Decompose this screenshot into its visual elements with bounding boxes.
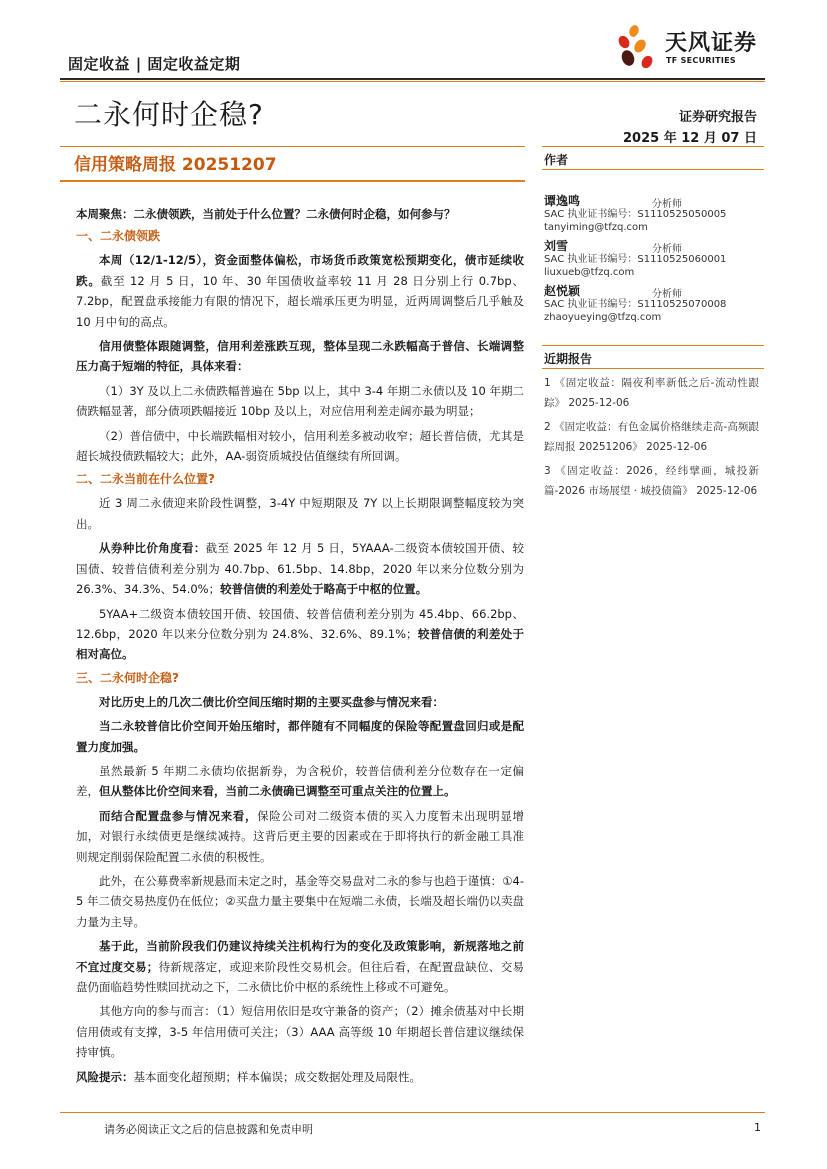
- section-heading-3: 三、二永何时企稳?: [76, 670, 179, 685]
- paragraph: （1）3Y 及以上二永债跌幅普遍在 5bp 以上，其中 3-4 年期二永债以及 10 年期二债跌幅显著，部分债项跌幅接近 10bp 及以上，对应信用利差走阔亦最为明显；: [76, 383, 524, 419]
- footer-divider: [60, 1112, 765, 1113]
- report-body: [76, 204, 524, 1091]
- subtitle-divider-bottom: [60, 180, 525, 182]
- risk-warning: [76, 1067, 524, 1087]
- related-reports-list: [544, 373, 759, 505]
- related-divider-bottom: [542, 368, 764, 369]
- paragraph-bold: 当二永较普信比价空间开始压缩时，都伴随有不同幅度的保险等配置盘回归或是配置力度加强。: [76, 719, 524, 754]
- footer-disclaimer[interactable]: 请务必阅读正文之后的信息披露和免责申明: [104, 1123, 313, 1136]
- header-divider-accent: [60, 81, 765, 82]
- paragraph: [76, 250, 524, 332]
- paragraph: [76, 538, 524, 599]
- report-category: 固定收益 | 固定收益定期: [68, 55, 241, 73]
- paragraph: [76, 692, 524, 712]
- authors-heading: 作者: [544, 153, 569, 167]
- related-report-item[interactable]: 2 《固定收益：有色金属价格继续走高-高频跟踪周报 20251206》 2025-12-06: [544, 421, 759, 453]
- paragraph-text: 截至 2025 年 12 月 5 日，5YAAA-二级资本债较国开债、较国债、较普信债利差分别为 40.7bp、61.5bp、14.8bp，2020 年以来分位数分别为 26.3%、34.3%、54.0%；: [76, 541, 525, 597]
- paragraph-text: 截至 12 月 5 日，10 年、30 年国债收益率较 11 月 28 日分别上行 0.7bp、7.2bp，配置盘承接能力有限的情况下，超长端承压更为明显，近两周调整后几乎触及 10 月中旬的高点。: [76, 273, 524, 329]
- authors-divider-bottom: [542, 169, 764, 170]
- author-name: 刘雪: [544, 239, 569, 253]
- report-subtitle: 信用策略周报 20251207: [74, 155, 277, 175]
- author-name: 赵悦颖: [544, 284, 581, 298]
- paragraph: 此外，在公募费率新规悬而未定之时，基金等交易盘对二永的参与也趋于谨慎：①4-5 年二债交易热度仍在低位；②买盘力量主要集中在短端二永债，长端及超长端仍以卖盘力量为主导。: [76, 873, 524, 929]
- report-type: 证券研究报告: [678, 110, 757, 125]
- paragraph-bold: 较普信债的利差处于略高于中枢的位置。: [220, 582, 428, 597]
- author-name: 谭逸鸣: [544, 194, 581, 208]
- paragraph: [76, 604, 524, 665]
- paragraph-bold: 较普信债的利差处于相对高位。: [76, 626, 524, 662]
- paragraph: 其他方向的参与而言：（1）短信用依旧是攻守兼备的资产；（2）摊余债基对中长期信用债或有支撑，3-5 年信用债可关注；（3）AAA 高等级 10 年期超长普信建议继续保持审慎。: [76, 1004, 524, 1060]
- author-role: 分析师: [652, 199, 682, 210]
- section-heading-2: 二、二永当前在什么位置?: [76, 472, 215, 487]
- author-cert: SAC 执业证书编号：S1110525060001: [544, 254, 727, 265]
- paragraph-bold: 但从整体比价空间来看，当前二永债确已调整至可重点关注的位置上。: [99, 784, 456, 799]
- paragraph: 近 3 周二永债迎来阶段性调整，3-4Y 中短期限及 7Y 以上长期限调整幅度较为突出。: [76, 496, 524, 531]
- paragraph-text: 虽然最新 5 年期二永债均依据新券，为含税价，较普信债利差分位数存在一定偏差，: [76, 763, 524, 799]
- paragraph-text: 待新规落定，或迎来阶段性交易机会。但往后看，在配置盘缺位、交易盘仍面临趋势性赎回扰动之下，二永债比价中枢的系统性上移或不可避免。: [76, 959, 525, 994]
- authors-divider-top: [542, 146, 764, 147]
- paragraph-bold: 信用债整体跟随调整，信用利差涨跌互现，整体呈现二永跌幅高于普信、长端调整压力高于短端的特征，具体来看：: [76, 339, 524, 374]
- paragraph-text: 5YAA+二级资本债较国开债、较国债、较普信债利差分别为 45.4bp、66.2bp、12.6bp，2020 年以来分位数分别为 24.8%、32.6%、89.1%；: [76, 606, 524, 641]
- section-heading-1: 一、二永债领跌: [76, 229, 161, 244]
- paragraph-bold: 本周（12/1-12/5），资金面整体偏松，市场货币政策宽松预期变化，债市延续收跌。: [76, 253, 524, 288]
- header-divider: [60, 78, 765, 80]
- weekly-focus: 本周聚焦：二永债领跌，当前处于什么位置？二永债何时企稳，如何参与？: [76, 207, 456, 221]
- paragraph: [76, 716, 524, 757]
- paragraph: [76, 761, 524, 802]
- author-block: [544, 240, 766, 279]
- paragraph: [76, 936, 524, 997]
- author-email[interactable]: liuxueb@tfzq.com: [544, 267, 635, 278]
- author-block: [544, 285, 766, 324]
- paragraph-text: 保险公司对二级资本债的买入力度暂未出现明显增加，对银行永续债更是继续减持。这背后更主要的因素或在于即将执行的新金融工具准则规定削弱保险配置二永债的积极性。: [76, 808, 525, 864]
- paragraph-bold: 而结合配置盘参与情况来看，: [99, 808, 258, 823]
- paragraph-bold: 基于此，当前阶段我们仍建议持续关注机构行为的变化及政策影响，新规落地之前不宜过度交易；: [76, 939, 524, 974]
- paragraph-bold: 对比历史上的几次二债比价空间压缩时期的主要买盘参与情况来看：: [99, 694, 444, 709]
- author-role: 分析师: [652, 289, 682, 300]
- related-heading: 近期报告: [544, 352, 593, 366]
- paragraph: [76, 336, 524, 377]
- report-title: 二永何时企稳?: [74, 98, 264, 131]
- risk-label: 风险提示：: [76, 1069, 134, 1084]
- author-block: [544, 195, 766, 234]
- related-divider-top: [542, 345, 764, 346]
- author-cert: SAC 执业证书编号：S1110525050005: [544, 209, 727, 220]
- author-cert: SAC 执业证书编号：S1110525070008: [544, 299, 727, 310]
- paragraph-bold: 从券种比价角度看：: [99, 541, 206, 556]
- report-date: 2025 年 12 月 07 日: [623, 131, 757, 146]
- page-number: 1: [754, 1121, 761, 1134]
- author-email[interactable]: tanyiming@tfzq.com: [544, 222, 648, 233]
- related-report-item[interactable]: 1 《固定收益：隔夜利率新低之后-流动性跟踪》 2025-12-06: [544, 377, 759, 409]
- paragraph: （2）普信债中，中长端跌幅相对较小，信用利差多被动收窄；超长普信债，尤其是超长城投债跌幅较大；此外，AA-弱资质城投估值继续有所回调。: [76, 428, 524, 464]
- logo-text-en: TF SECURITIES: [666, 56, 736, 65]
- subtitle-divider-top: [60, 146, 525, 147]
- author-role: 分析师: [652, 244, 682, 255]
- risk-text: 基本面变化超预期；样本偏误；成交数据处理及局限性。: [133, 1069, 421, 1084]
- logo-text-cn: 天风证券: [665, 31, 758, 56]
- related-report-item[interactable]: 3 《固定收益：2026，经纬擘画，城投新篇-2026 市场展望 · 城投债篇》 2025-12-06: [544, 465, 759, 497]
- author-email[interactable]: zhaoyueying@tfzq.com: [544, 312, 662, 323]
- paragraph: [76, 806, 524, 867]
